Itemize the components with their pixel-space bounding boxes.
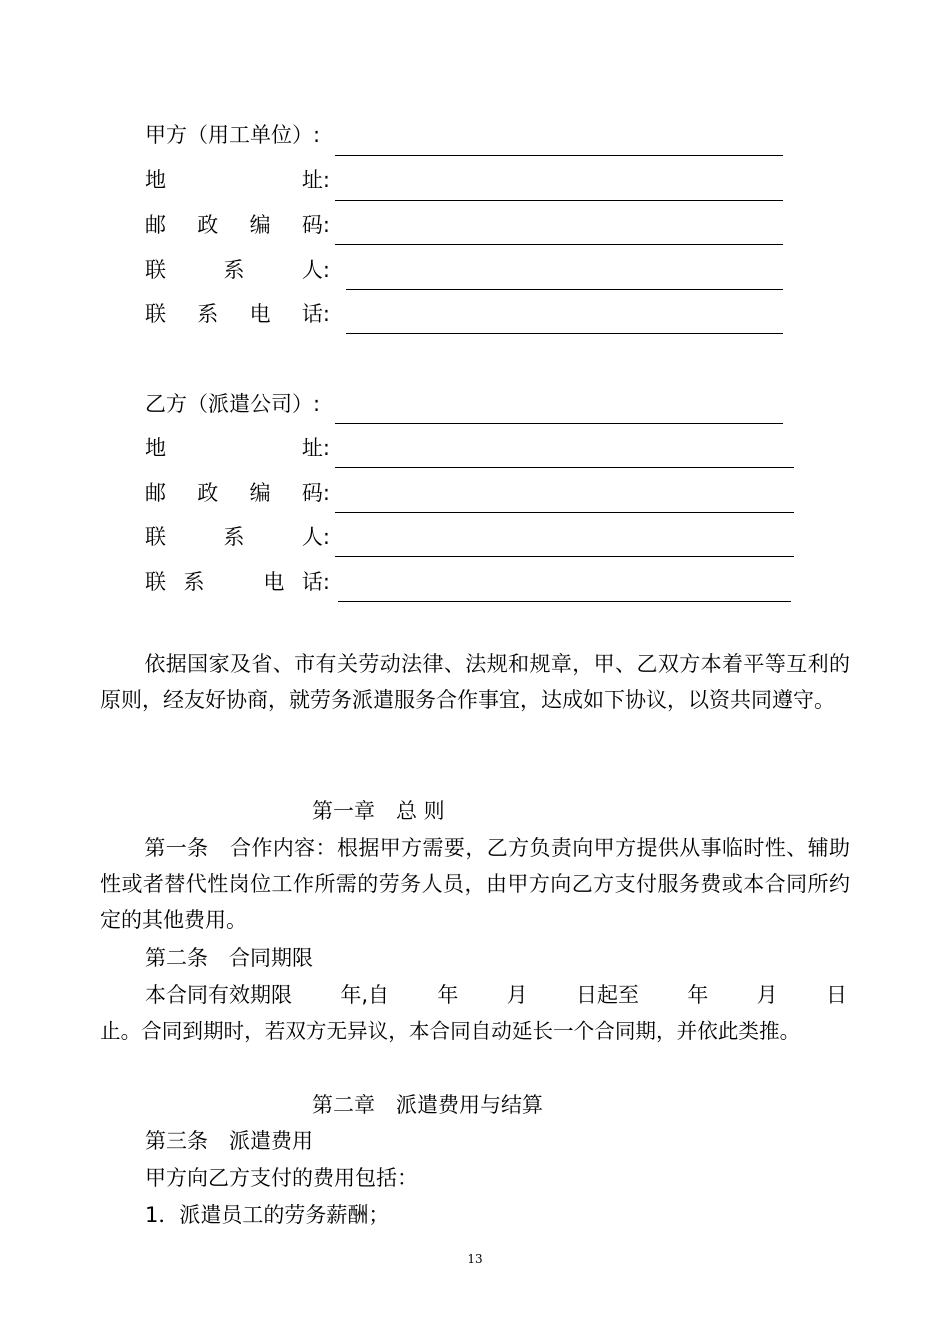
label-char: 系 <box>197 302 219 326</box>
party-b-address-label <box>145 435 330 461</box>
term-part: 日 <box>825 983 847 1007</box>
label-char: 编 <box>249 213 271 237</box>
term-line <box>145 982 847 1008</box>
label-char: 人: <box>301 258 330 282</box>
party-b-contact-line[interactable] <box>335 556 794 557</box>
party-b-phone-line[interactable] <box>338 601 791 602</box>
label-char: 政 <box>197 481 219 505</box>
party-a-postal-line[interactable] <box>335 244 783 245</box>
label-char: 话: <box>301 570 330 594</box>
label-char: 联 <box>145 302 166 326</box>
label-char: 码: <box>301 213 330 237</box>
label-char: 邮 <box>145 213 166 237</box>
intro-text: 依据国家及省、市有关劳动法律、法规和规章，甲、乙双方本着平等互利的原则，经友好协商，就劳务派遣服务合作事宜，达成如下协议，以资共同遵守。 <box>100 652 850 712</box>
term-part: 年 <box>437 983 459 1007</box>
article1-body: 根据甲方需要，乙方负责向甲方提供从事临时性、辅助性或者替代性岗位工作所需的劳务人员，由甲方向乙方支付服务费或本合同所约定的其他费用。 <box>100 836 851 932</box>
term-part: 本合同有效期限 <box>145 983 292 1007</box>
chapter1-title: 第一章 总 则 <box>312 799 445 823</box>
party-b-title: 乙方（派遣公司）: <box>145 392 321 416</box>
page-number: 13 <box>467 1252 483 1266</box>
party-a-contact-line[interactable] <box>346 289 783 290</box>
party-b-contact-label <box>145 524 330 550</box>
term-part: 月 <box>506 983 528 1007</box>
party-a-contact-label <box>145 257 330 283</box>
label-char: 电 <box>249 302 271 326</box>
label-char: 系 <box>183 570 205 594</box>
label-char: 编 <box>249 481 271 505</box>
party-a-name-line[interactable] <box>335 155 783 156</box>
party-a-phone-line[interactable] <box>346 333 783 334</box>
party-b-postal-line[interactable] <box>335 512 794 513</box>
term-continuation: 止。合同到期时，若双方无异议，本合同自动延长一个合同期，并依此类推。 <box>100 1019 801 1043</box>
label-char: 电 <box>263 570 285 594</box>
party-a-title: 甲方（用工单位）: <box>145 123 321 147</box>
party-b-phone-label <box>145 569 330 595</box>
party-a-postal-label <box>145 212 330 238</box>
label-char: 邮 <box>145 481 166 505</box>
label-char: 址: <box>301 436 330 460</box>
label-char: 人: <box>301 525 330 549</box>
article1-title: 第一条 合作内容： <box>144 836 337 860</box>
party-a-address-line[interactable] <box>335 200 783 201</box>
label-char: 话: <box>301 302 330 326</box>
label-char: 系 <box>223 258 245 282</box>
term-part: 年 <box>687 983 709 1007</box>
term-part: 年,自 <box>340 983 390 1007</box>
party-a-address-label <box>145 167 330 193</box>
label-char: 系 <box>223 525 245 549</box>
fee-item-1: 1．派遣员工的劳务薪酬； <box>145 1203 390 1227</box>
label-char: 地 <box>145 168 166 192</box>
article2-title: 第二条 合同期限 <box>145 946 313 970</box>
party-b-name-line[interactable] <box>335 423 783 424</box>
term-part: 日起至 <box>576 983 639 1007</box>
label-char: 政 <box>197 213 219 237</box>
intro-paragraph <box>100 646 850 718</box>
article3-title: 第三条 派遣费用 <box>145 1129 313 1153</box>
term-part: 月 <box>756 983 778 1007</box>
label-char: 址: <box>301 168 330 192</box>
party-b-address-line[interactable] <box>335 467 794 468</box>
party-b-postal-label <box>145 480 330 506</box>
label-char: 码: <box>301 481 330 505</box>
party-a-phone-label <box>145 301 330 327</box>
chapter2-title: 第二章 派遣费用与结算 <box>312 1093 543 1117</box>
label-char: 地 <box>145 436 166 460</box>
label-char: 联 <box>145 258 166 282</box>
label-char: 联 <box>145 570 166 594</box>
label-char: 联 <box>145 525 166 549</box>
fees-intro: 甲方向乙方支付的费用包括： <box>145 1166 418 1190</box>
article1-paragraph <box>100 830 850 938</box>
